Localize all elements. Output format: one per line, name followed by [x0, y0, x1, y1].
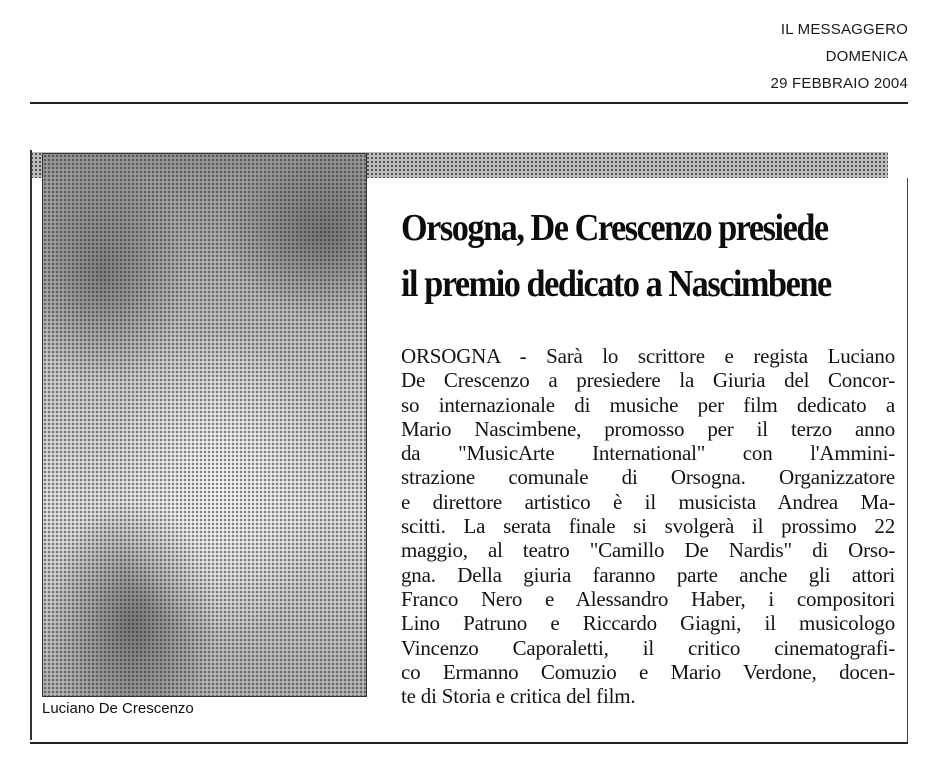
body-line: maggio, al teatro "Camillo De Nardis" di Orso- — [401, 538, 895, 563]
headline-line: il premio dedicato a Nascimbene — [401, 263, 831, 305]
body-line: Vincenzo Caporaletti, il critico cinematografi- — [401, 635, 895, 660]
publication-day: DOMENICA — [825, 48, 908, 65]
body-line: da "MusicArte International" con l'Ammini- — [401, 441, 895, 466]
newspaper-name: IL MESSAGGERO — [780, 21, 908, 38]
article-body — [401, 344, 895, 708]
masthead — [771, 16, 908, 97]
body-line: te di Storia e critica del film. — [401, 684, 636, 709]
body-line: ORSOGNA - Sarà lo scrittore e regista Luciano — [401, 344, 895, 368]
publication-date: 29 FEBBRAIO 2004 — [770, 75, 908, 92]
body-line: e direttore artistico è il musicista Andrea Ma- — [401, 489, 895, 514]
article-headline — [401, 200, 847, 312]
body-line: gna. Della giuria faranno parte anche gli attori — [401, 562, 895, 587]
body-line: Mario Nascimbene, promosso per il terzo anno — [401, 416, 895, 441]
photo-caption: Luciano De Crescenzo — [42, 700, 194, 717]
body-line: scitti. La serata finale si svolgerà il prossimo 22 — [401, 514, 895, 539]
body-line: De Crescenzo a presiedere la Giuria del Concor- — [401, 368, 895, 393]
frame-left-rule — [30, 150, 32, 740]
body-line: Lino Patruno e Riccardo Giagni, il musicologo — [401, 611, 895, 636]
frame-right-rule — [907, 178, 908, 743]
top-rule — [30, 102, 908, 104]
body-line: Franco Nero e Alessandro Haber, i compositori — [401, 586, 895, 611]
bottom-rule — [30, 742, 908, 744]
body-line: co Ermanno Comuzio e Mario Verdone, docen- — [401, 659, 895, 684]
portrait-photo — [42, 153, 367, 697]
body-line: so internazionale di musiche per film dedicato a — [401, 392, 895, 417]
headline-line: Orsogna, De Crescenzo presiede — [401, 207, 828, 249]
body-line: strazione comunale di Orsogna. Organizzatore — [401, 465, 895, 490]
